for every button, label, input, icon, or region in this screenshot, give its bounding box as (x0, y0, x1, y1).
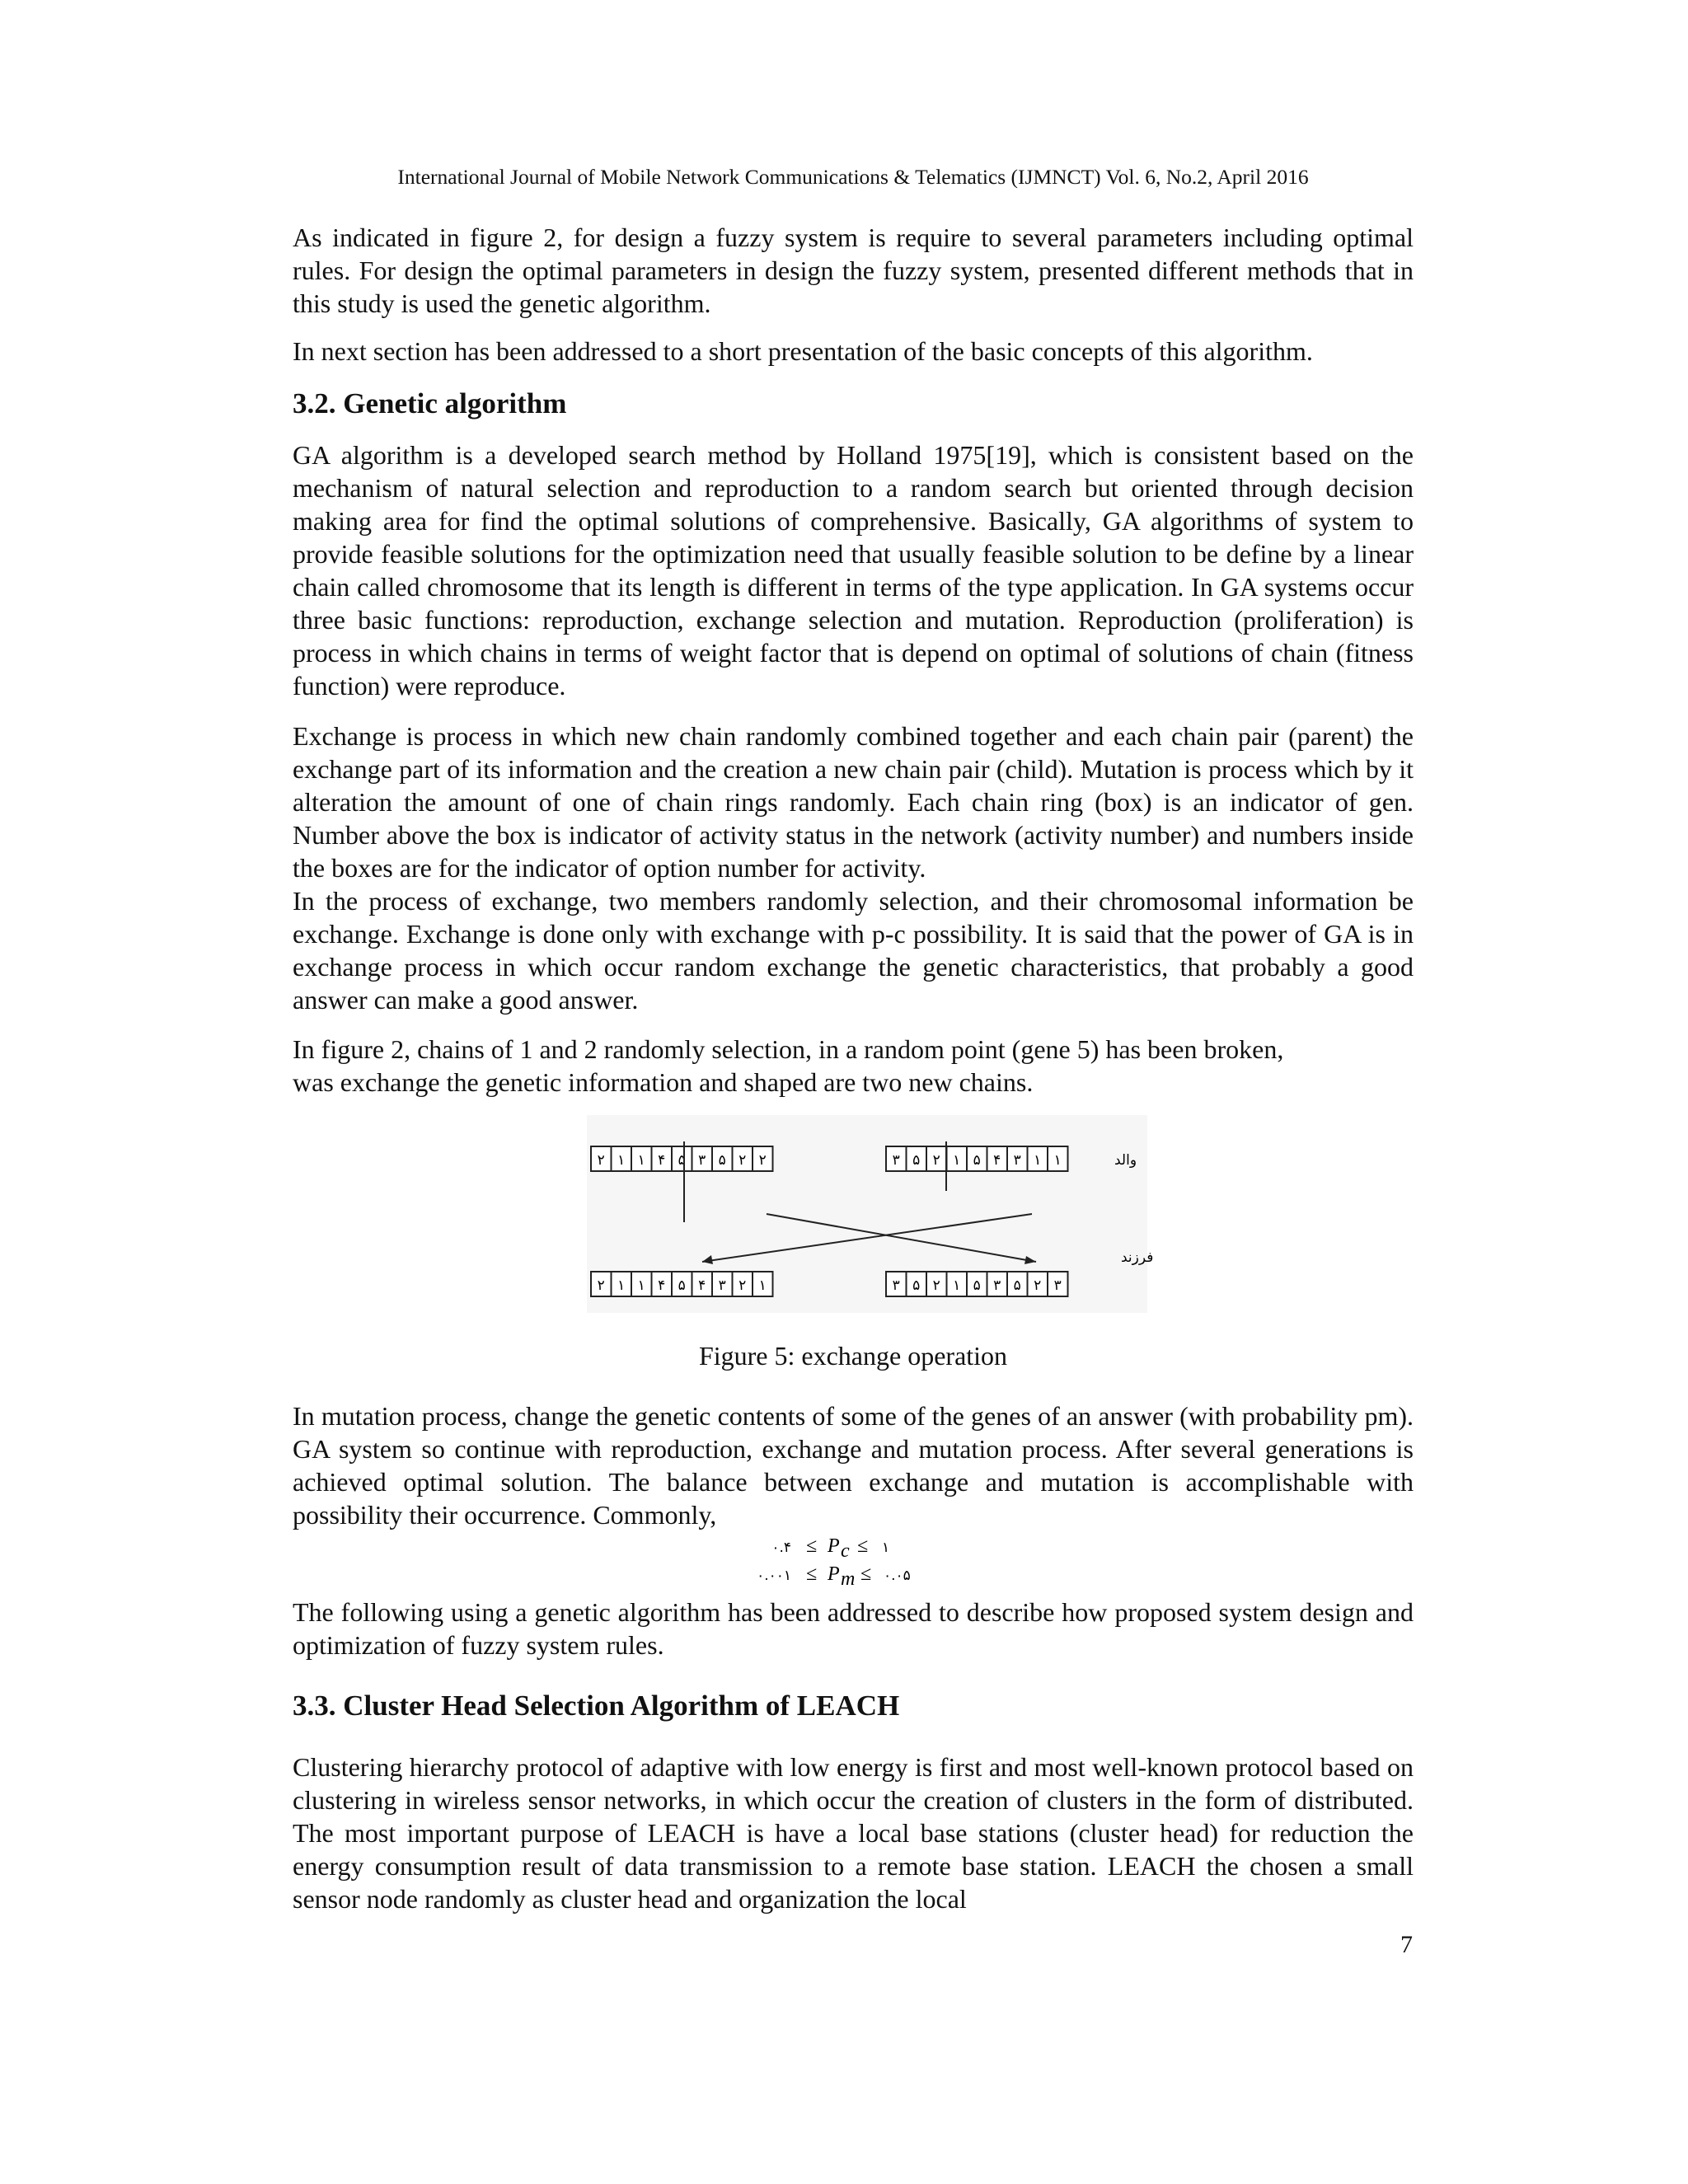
child-chain-2-gene-value: ۵ (1013, 1277, 1021, 1294)
parent-chain-1-gene-value: ۳ (698, 1152, 706, 1169)
pm-rel-2: ≤ (860, 1563, 872, 1585)
parent-chain-1-gene-value: ۵ (718, 1152, 726, 1169)
child-chain-1-gene-value: ۱ (758, 1277, 767, 1294)
ga-paragraph-6 (293, 1596, 1414, 1661)
child-chain-1-gene-value: ۲ (738, 1277, 747, 1294)
parent-chain-1-gene-value: ۵ (678, 1152, 686, 1169)
child-chain-2-gene-value: ۱ (953, 1277, 961, 1294)
parent-label: والد (1114, 1152, 1137, 1169)
leach-text-1: Clustering hierarchy protocol of adaptive with low energy is first and most well-known protocol based on clustering in wireless sensor networks, in which occur the creation of clusters in the form of distributed. The most important purpose of LEACH is have a local base stations (cluster head) for reduction the energy consumption result of data transmission to a remote base station. LEACH the chosen a small sensor node randomly as cluster head and organization the local (293, 1752, 1414, 1914)
child-chain-2-gene-value: ۳ (1053, 1277, 1062, 1294)
probability-formula (742, 1530, 981, 1588)
leach-paragraph-1 (293, 1750, 1414, 1915)
pc-rel-2: ≤ (857, 1535, 869, 1557)
ga-text-1: GA algorithm is a developed search method by Holland 1975[19], which is consistent based on the mechanism of natural selection and reproduction to a random search but oriented through decision making area for find the optimal solutions of comprehensive. Basically, GA algorithms of system to provide feasible solutions for the optimization need that usually feasible solution to be define by a linear chain called chromosome that its length is different in terms of the type application. In GA systems occur three basic functions: reproduction, exchange selection and mutation. Reproduction (proliferation) is process in which chains in terms of weight factor that is depend on optimal of solutions of chain (fitness function) were reproduce. (293, 440, 1414, 701)
pc-upper-bound: ۱ (882, 1540, 890, 1556)
parent-chain-2-gene-value: ۵ (912, 1152, 921, 1169)
pm-rel-1: ≤ (806, 1563, 818, 1585)
pc-sub: c (841, 1540, 850, 1562)
intro-text-2: In next section has been addressed to a short presentation of the basic concepts of this algorithm. (293, 336, 1313, 366)
parent-chain-2-gene-value: ۱ (1053, 1152, 1062, 1169)
section-heading-genetic-algorithm: 3.2. Genetic algorithm (293, 387, 567, 419)
parent-chain-2-gene-value: ۲ (932, 1152, 940, 1169)
child-chain-2-gene-value: ۵ (912, 1277, 921, 1294)
pm-lower-bound: ۰.۰۰۱ (757, 1568, 791, 1584)
child-chain-1-gene-value: ۵ (678, 1277, 686, 1294)
pm-upper-bound: ۰.۰۵ (884, 1568, 911, 1584)
ga-paragraph-4 (293, 1033, 1414, 1099)
parent-chain-1-gene-value: ۲ (758, 1152, 767, 1169)
section-heading-leach: 3.3. Cluster Head Selection Algorithm of LEACH (293, 1690, 900, 1722)
child-chain-2-gene-value: ۲ (932, 1277, 940, 1294)
pm-sub: m (841, 1568, 856, 1590)
parent-chain-2-gene-value: ۳ (892, 1152, 900, 1169)
figure-caption: Figure 5: exchange operation (698, 1341, 1008, 1371)
ga-paragraph-5 (293, 1399, 1414, 1531)
intro-paragraph-1 (293, 221, 1414, 320)
intro-text-1: As indicated in figure 2, for design a fuzzy system is require to several parameters including optimal rules. For design the optimal parameters in design the fuzzy system, presented different methods that in this study is used the genetic algorithm. (293, 223, 1414, 318)
parent-chain-2-gene-value: ۱ (953, 1152, 961, 1169)
parent-chain-2-gene-value: ۵ (973, 1152, 981, 1169)
pc-lower-bound: ۰.۴ (771, 1540, 791, 1556)
child-chain-2-gene-value: ۳ (892, 1277, 900, 1294)
pc-rel-1: ≤ (806, 1535, 818, 1557)
child-chain-1-gene-value: ۴ (658, 1277, 666, 1294)
ga-text-4-line2: was exchange the genetic information and shaped are two new chains. (293, 1067, 1034, 1097)
ga-text-6: The following using a genetic algorithm has been addressed to describe how proposed system design and optimization of fuzzy system rules. (293, 1597, 1414, 1660)
child-chain-1-gene-value: ۱ (637, 1277, 645, 1294)
exchange-operation-figure (587, 1115, 1154, 1313)
child-chain-1-gene-value: ۴ (698, 1277, 706, 1294)
parent-chain-1-gene-value: ۱ (617, 1152, 626, 1169)
parent-chain-1-gene-value: ۴ (658, 1152, 666, 1169)
child-chain-1-gene-value: ۳ (718, 1277, 726, 1294)
pm-var: P (828, 1563, 840, 1585)
ga-paragraph-1 (293, 438, 1414, 702)
ga-text-3: In the process of exchange, two members randomly selection, and their chromosomal information be exchange. Exchange is done only with exchange with p-c possibility. It is said that the power of GA is in exchange process in which occur random exchange the genetic characteristics, that probably a good answer can make a good answer. (293, 886, 1414, 1015)
parent-chain-1-gene-value: ۲ (597, 1152, 605, 1169)
parent-chain-1-gene-value: ۱ (637, 1152, 645, 1169)
pc-var: P (828, 1535, 840, 1557)
ga-text-4-line1: In figure 2, chains of 1 and 2 randomly selection, in a random point (gene 5) has been broken, (293, 1034, 1284, 1064)
parent-chain-1-gene-value: ۲ (738, 1152, 747, 1169)
child-chain-1-gene-value: ۱ (617, 1277, 626, 1294)
parent-chain-2-gene-value: ۱ (1034, 1152, 1042, 1169)
parent-chain-2-gene-value: ۴ (993, 1152, 1001, 1169)
ga-text-5: In mutation process, change the genetic contents of some of the genes of an answer (with probability pm). GA system so continue with reproduction, exchange and mutation process. After several generations is achieved optimal solution. The balance between exchange and mutation is accomplishable with possibility their occurrence. Commonly, (293, 1401, 1414, 1530)
intro-paragraph-2 (293, 335, 1414, 368)
child-chain-1-gene-value: ۲ (597, 1277, 605, 1294)
ga-text-2: Exchange is process in which new chain randomly combined together and each chain pair (parent) the exchange part of its information and the creation a new chain pair (child). Mutation is process which by it alteration the amount of one of chain rings randomly. Each chain ring (box) is an indicator of gen. Number above the box is indicator of activity status in the network (activity number) and numbers inside the boxes are for the indicator of option number for activity. (293, 721, 1414, 883)
child-chain-2-gene-value: ۵ (973, 1277, 981, 1294)
journal-header: International Journal of Mobile Network Communications & Telematics (IJMNCT) Vol. 6, No.2, April 2016 (397, 165, 1309, 189)
child-chain-2-gene-value: ۲ (1034, 1277, 1042, 1294)
child-chain-2-gene-value: ۳ (993, 1277, 1001, 1294)
page-number: 7 (1400, 1931, 1413, 1958)
parent-chain-2-gene-value: ۳ (1013, 1152, 1021, 1169)
ga-paragraph-2 (293, 719, 1414, 1016)
child-label: فرزند (1121, 1249, 1154, 1266)
